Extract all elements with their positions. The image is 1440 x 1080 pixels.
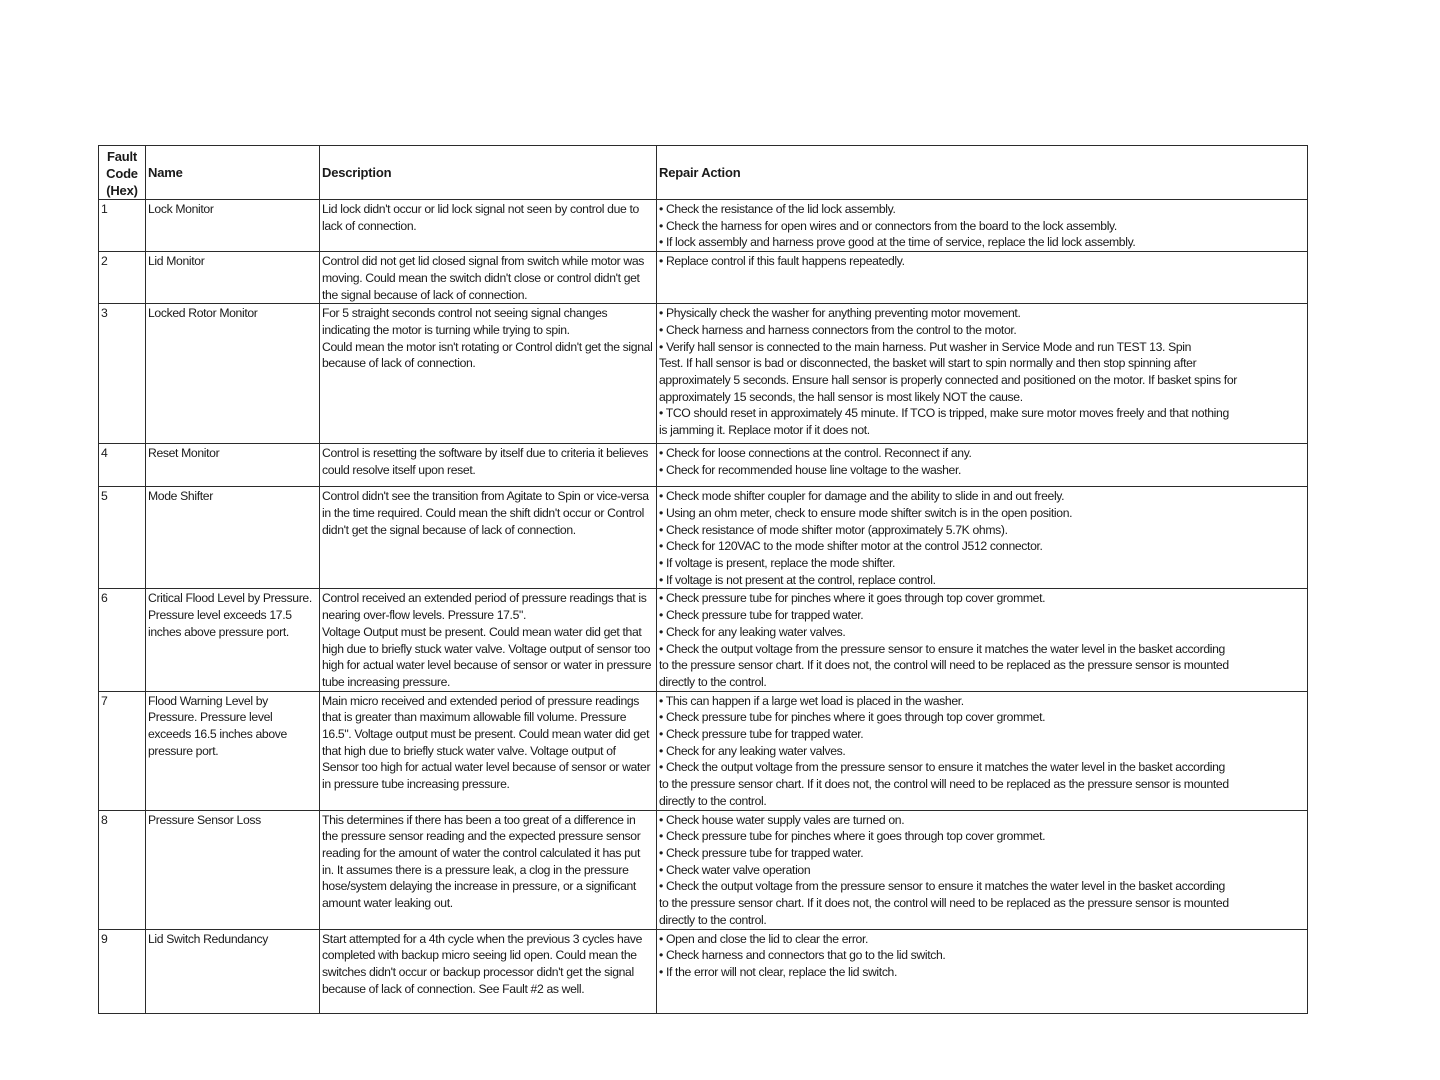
table-body	[99, 200, 1308, 1014]
fault-description-cell	[320, 691, 657, 810]
repair-action-line: • Check pressure tube for trapped water.	[659, 608, 864, 623]
repair-action-cell	[657, 810, 1308, 929]
repair-action-line: • This can happen if a large wet load is placed in the washer.	[659, 693, 964, 708]
fault-code-cell: 4	[99, 444, 146, 487]
repair-action-line: • Verify hall sensor is connected to the main harness. Put washer in Service Mode and run TEST 13. Spin	[659, 339, 1192, 354]
repair-action-line: • Check the harness for open wires and or connectors from the board to the lock assembly.	[659, 218, 1117, 233]
table-row	[99, 200, 1308, 252]
repair-action-line: • Check the resistance of the lid lock assembly.	[659, 202, 896, 216]
repair-action-line: directly to the control.	[659, 912, 767, 927]
repair-action-cell	[657, 444, 1308, 487]
repair-action-line: • If voltage is present, replace the mode shifter.	[659, 556, 896, 571]
fault-description-cell	[320, 487, 657, 589]
repair-action-line: • TCO should reset in approximately 45 minute. If TCO is tripped, make sure motor moves freely and that nothing	[659, 406, 1229, 421]
fault-code-cell: 5	[99, 487, 146, 589]
repair-action-line: directly to the control.	[659, 793, 767, 808]
fault-name-cell: Critical Flood Level by Pressure. Pressure level exceeds 17.5 inches above pressure port.	[146, 589, 320, 691]
fault-name-cell: Lid Switch Redundancy	[146, 929, 320, 1013]
fault-description-cell	[320, 589, 657, 691]
header-code-line: (Hex)	[106, 182, 138, 198]
fault-name-cell: Reset Monitor	[146, 444, 320, 487]
repair-action-line: • Replace control if this fault happens repeatedly.	[659, 254, 905, 269]
repair-action-line: • Check pressure tube for pinches where it goes through top cover grommet.	[659, 591, 1046, 606]
repair-action-line: • Check pressure tube for trapped water.	[659, 727, 864, 742]
description-paragraph: Control is resetting the software by itself due to criteria it believes could resolve itself upon reset.	[322, 446, 649, 477]
repair-action-cell	[657, 929, 1308, 1013]
repair-action-line: • Check for recommended house line voltage to the washer.	[659, 462, 962, 477]
repair-action-cell	[657, 200, 1308, 252]
repair-action-line: • Check the output voltage from the pressure sensor to ensure it matches the water level in the basket according	[659, 879, 1225, 894]
fault-description-cell	[320, 929, 657, 1013]
fault-code-table	[98, 145, 1308, 1014]
description-paragraph: Control didn't see the transition from Agitate to Spin or vice-versa in the time required. Could mean the shift didn't occur or Control didn't get the signal because of lack of connection.	[322, 489, 649, 537]
repair-action-line: approximately 15 seconds, the hall sensor is most likely NOT the cause.	[659, 389, 1023, 404]
repair-action-line: • Check for any leaking water valves.	[659, 743, 846, 758]
description-paragraph: This determines if there has been a too great of a difference in the pressure sensor reading and the expected pressure sensor reading for the amount of water the control calculated it has put in. It assumes there is a pressure leak, a clog in the pressure hose/system delaying the increase in pressure, or a significant amount water leaking out.	[322, 812, 641, 911]
repair-action-line: • If lock assembly and harness prove good at the time of service, replace the lid lock assembly.	[659, 235, 1136, 250]
repair-action-cell	[657, 252, 1308, 304]
repair-action-line: • Open and close the lid to clear the error.	[659, 931, 869, 946]
description-paragraph: Main micro received and extended period of pressure readings that is greater than maximum allowable fill volume. Pressure 16.5". Voltage output must be present. Could mean water did get that high due to briefly stuck water valve. Voltage output of Sensor too high for actual water level because of sensor or water in pressure tube increasing pressure.	[322, 693, 651, 792]
repair-action-line: • Check harness and harness connectors from the control to the motor.	[659, 322, 1017, 337]
repair-action-line: to the pressure sensor chart. If it does not, the control will need to be replaced as the pressure sensor is mounted	[659, 896, 1229, 911]
header-description: Description	[320, 146, 657, 200]
repair-action-line: to the pressure sensor chart. If it does not, the control will need to be replaced as the pressure sensor is mounted	[659, 658, 1229, 673]
table-row	[99, 252, 1308, 304]
repair-action-line: • Check pressure tube for pinches where it goes through top cover grommet.	[659, 829, 1046, 844]
repair-action-line: • Check the output voltage from the pressure sensor to ensure it matches the water level in the basket according	[659, 641, 1225, 656]
repair-action-line: • Check water valve operation	[659, 862, 811, 877]
description-paragraph: Could mean the motor isn't rotating or Control didn't get the signal because of lack of connection.	[322, 339, 653, 371]
repair-action-line: • Check harness and connectors that go to the lid switch.	[659, 948, 946, 963]
header-row	[99, 146, 1308, 200]
repair-action-line: is jamming it. Replace motor if it does not.	[659, 423, 870, 438]
repair-action-cell	[657, 304, 1308, 444]
fault-code-cell: 9	[99, 929, 146, 1013]
fault-name-cell: Locked Rotor Monitor	[146, 304, 320, 444]
fault-description-cell	[320, 252, 657, 304]
repair-action-line: • Check mode shifter coupler for damage and the ability to slide in and out freely.	[659, 489, 1065, 504]
table-row	[99, 691, 1308, 810]
table-row	[99, 487, 1308, 589]
fault-code-cell: 8	[99, 810, 146, 929]
repair-action-line: approximately 5 seconds. Ensure hall sensor is properly connected and positioned on the motor. If basket spins for	[659, 373, 1237, 388]
repair-action-line: • Check for loose connections at the control. Reconnect if any.	[659, 446, 972, 461]
table-row	[99, 810, 1308, 929]
repair-action-line: Test. If hall sensor is bad or disconnected, the basket will start to spin normally and then stop spinning after	[659, 356, 1197, 371]
repair-action-line: • Check resistance of mode shifter motor (approximately 5.7K ohms).	[659, 522, 1008, 537]
fault-name-cell: Pressure Sensor Loss	[146, 810, 320, 929]
repair-action-line: • If voltage is not present at the control, replace control.	[659, 572, 936, 587]
header-name: Name	[146, 146, 320, 200]
fault-description-cell	[320, 200, 657, 252]
repair-action-cell	[657, 589, 1308, 691]
table-row	[99, 444, 1308, 487]
description-paragraph: Lid lock didn't occur or lid lock signal not seen by control due to lack of connection.	[322, 202, 639, 233]
fault-code-cell: 6	[99, 589, 146, 691]
fault-code-cell: 2	[99, 252, 146, 304]
repair-action-cell	[657, 691, 1308, 810]
header-fault-code	[99, 146, 146, 200]
description-paragraph: Voltage Output must be present. Could mean water did get that high due to briefly stuck water valve. Voltage output of sensor too high for actual water level because of sensor or water in pressure tube increasing pressure.	[322, 624, 652, 689]
fault-description-cell	[320, 810, 657, 929]
fault-code-cell: 3	[99, 304, 146, 444]
table-row	[99, 589, 1308, 691]
repair-action-cell	[657, 487, 1308, 589]
fault-description-cell	[320, 444, 657, 487]
repair-action-line: • Check house water supply vales are turned on.	[659, 812, 905, 827]
repair-action-line: • Check pressure tube for pinches where it goes through top cover grommet.	[659, 710, 1046, 725]
repair-action-line: • Physically check the washer for anything preventing motor movement.	[659, 306, 1021, 321]
fault-name-cell: Mode Shifter	[146, 487, 320, 589]
table-row	[99, 304, 1308, 444]
repair-action-line: • Using an ohm meter, check to ensure mode shifter switch is in the open position.	[659, 505, 1073, 520]
fault-name-cell: Flood Warning Level by Pressure. Pressure level exceeds 16.5 inches above pressure port.	[146, 691, 320, 810]
fault-code-cell: 1	[99, 200, 146, 252]
fault-name-cell: Lid Monitor	[146, 252, 320, 304]
description-paragraph: Control did not get lid closed signal from switch while motor was moving. Could mean the switch didn't close or control didn't get the signal because of lack of connection.	[322, 254, 645, 302]
repair-action-line: to the pressure sensor chart. If it does not, the control will need to be replaced as the pressure sensor is mounted	[659, 777, 1229, 792]
repair-action-line: • Check pressure tube for trapped water.	[659, 845, 864, 860]
header-repair-action: Repair Action	[657, 146, 1308, 200]
description-paragraph: For 5 straight seconds control not seeing signal changes indicating the motor is turning while trying to spin.	[322, 306, 608, 337]
repair-action-line: • If the error will not clear, replace the lid switch.	[659, 964, 898, 979]
repair-action-line: • Check the output voltage from the pressure sensor to ensure it matches the water level in the basket according	[659, 760, 1225, 775]
repair-action-line: • Check for 120VAC to the mode shifter motor at the control J512 connector.	[659, 539, 1043, 554]
fault-name-cell: Lock Monitor	[146, 200, 320, 252]
fault-code-cell: 7	[99, 691, 146, 810]
repair-action-line: • Check for any leaking water valves.	[659, 624, 846, 639]
repair-action-line: directly to the control.	[659, 674, 767, 689]
description-paragraph: Control received an extended period of pressure readings that is nearing over-flow levels. Pressure 17.5".	[322, 591, 647, 623]
header-code-line: Code	[106, 165, 138, 181]
description-paragraph: Start attempted for a 4th cycle when the previous 3 cycles have completed with backup micro seeing lid open. Could mean the switches didn't occur or backup processor didn't get the signal because of lack of connection. See Fault #2 as well.	[322, 931, 643, 996]
table-row	[99, 929, 1308, 1013]
fault-description-cell	[320, 304, 657, 444]
header-code-line: Fault	[106, 148, 138, 164]
